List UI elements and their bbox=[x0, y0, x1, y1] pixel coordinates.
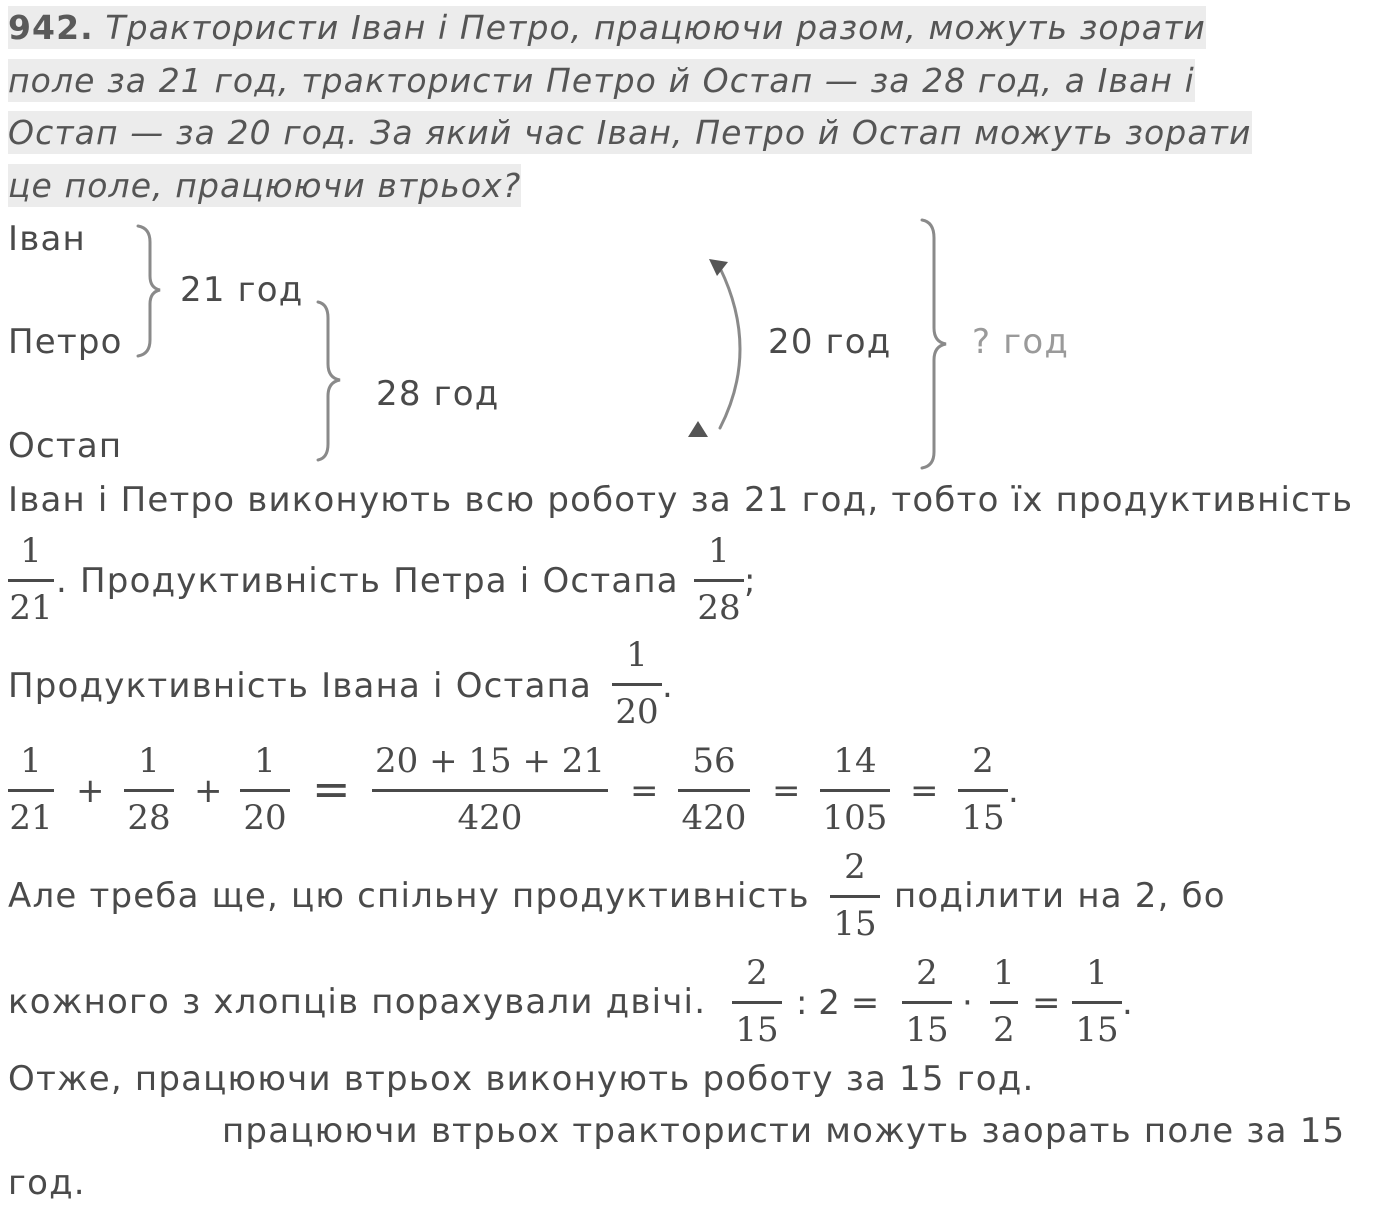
problem-line-1: 942. Трактористи Іван і Петро, працюючи разом, можуть зорати bbox=[8, 8, 1206, 47]
solution-line-5: Але треба ще, цю спільну продуктивність bbox=[8, 876, 810, 916]
eq-fraction-1-28: 1 28 bbox=[124, 744, 174, 835]
fraction-1-28: 1 28 bbox=[694, 534, 744, 625]
div-fraction-2-15-b: 2 15 bbox=[902, 956, 952, 1047]
brace-ivan-petro bbox=[138, 226, 160, 356]
label-petro: Петро bbox=[8, 322, 123, 362]
solution-line-3: Продуктивність Івана і Остапа bbox=[8, 666, 593, 706]
solution-line-7: Отже, працюючи втрьох виконують роботу за 15 год. bbox=[8, 1059, 1035, 1099]
multiply-dot: · bbox=[962, 983, 973, 1023]
div-fraction-1-2: 1 2 bbox=[990, 956, 1018, 1047]
solution-line-5-end: поділити на 2, бо bbox=[894, 876, 1226, 916]
equals-sign-2: = bbox=[772, 771, 801, 811]
answer-line-1: працюючи втрьох трактористи можуть заорать поле за 15 bbox=[222, 1111, 1346, 1151]
colon-two-equals: : 2 = bbox=[796, 983, 880, 1023]
div-fraction-1-15: 1 15 bbox=[1072, 956, 1122, 1047]
solution-line-2: . Продуктивність Петра і Остапа bbox=[56, 561, 679, 601]
div-fraction-2-15: 2 15 bbox=[732, 956, 782, 1047]
arrow-head-top bbox=[709, 259, 728, 276]
period-1: . bbox=[662, 666, 675, 706]
plus-sign-1: + bbox=[76, 771, 105, 811]
fraction-1-20: 1 20 bbox=[612, 638, 662, 729]
label-21-hours: 21 год bbox=[180, 270, 304, 310]
equals-sign-4: = bbox=[1032, 983, 1061, 1023]
equals-sign-big: = bbox=[312, 762, 351, 816]
semicolon: ; bbox=[744, 561, 757, 601]
label-ivan: Іван bbox=[8, 219, 86, 259]
problem-line-4: це поле, працюючи втрьох? bbox=[8, 165, 522, 205]
fraction-2-15-inline: 2 15 bbox=[830, 850, 880, 941]
equals-sign-3: = bbox=[910, 771, 939, 811]
problem-number: 942. bbox=[8, 8, 94, 47]
answer-line-2: год. bbox=[8, 1163, 86, 1203]
period-2: . bbox=[1008, 771, 1021, 811]
problem-line-3: Остап — за 20 год. За який час Іван, Петро й Остап можуть зорати bbox=[8, 113, 1252, 152]
solution-line-6: кожного з хлопців порахували двічі. bbox=[8, 982, 707, 1022]
eq-fraction-14-105: 14 105 bbox=[820, 744, 890, 835]
label-unknown-hours: ? год bbox=[972, 322, 1070, 362]
eq-fraction-56-420: 56 420 bbox=[678, 744, 750, 835]
eq-fraction-2-15: 2 15 bbox=[958, 744, 1008, 835]
label-28-hours: 28 год bbox=[376, 374, 500, 414]
label-ostap: Остап bbox=[8, 426, 123, 466]
fraction-1-21: 1 21 bbox=[9, 531, 53, 628]
eq-fraction-1-20: 1 20 bbox=[240, 744, 290, 835]
problem-line-2: поле за 21 год, трактористи Петро й Остап — за 28 год, а Іван і bbox=[8, 60, 1195, 100]
label-20-hours: 20 год bbox=[768, 322, 892, 362]
solution-line-1: Іван і Петро виконують всю роботу за 21 год, тобто їх продуктивність bbox=[8, 480, 1354, 520]
period-3: . bbox=[1122, 983, 1135, 1023]
plus-sign-2: + bbox=[194, 771, 223, 811]
eq-fraction-sum: 20 + 15 + 21 420 bbox=[372, 744, 608, 835]
arrow-head-bottom bbox=[688, 421, 708, 437]
brace-petro-ostap bbox=[318, 302, 340, 460]
brace-all bbox=[922, 220, 946, 468]
equals-sign-1: = bbox=[630, 771, 659, 811]
eq-fraction-1-21: 1 21 bbox=[9, 741, 53, 838]
arrow-curve bbox=[720, 268, 740, 428]
